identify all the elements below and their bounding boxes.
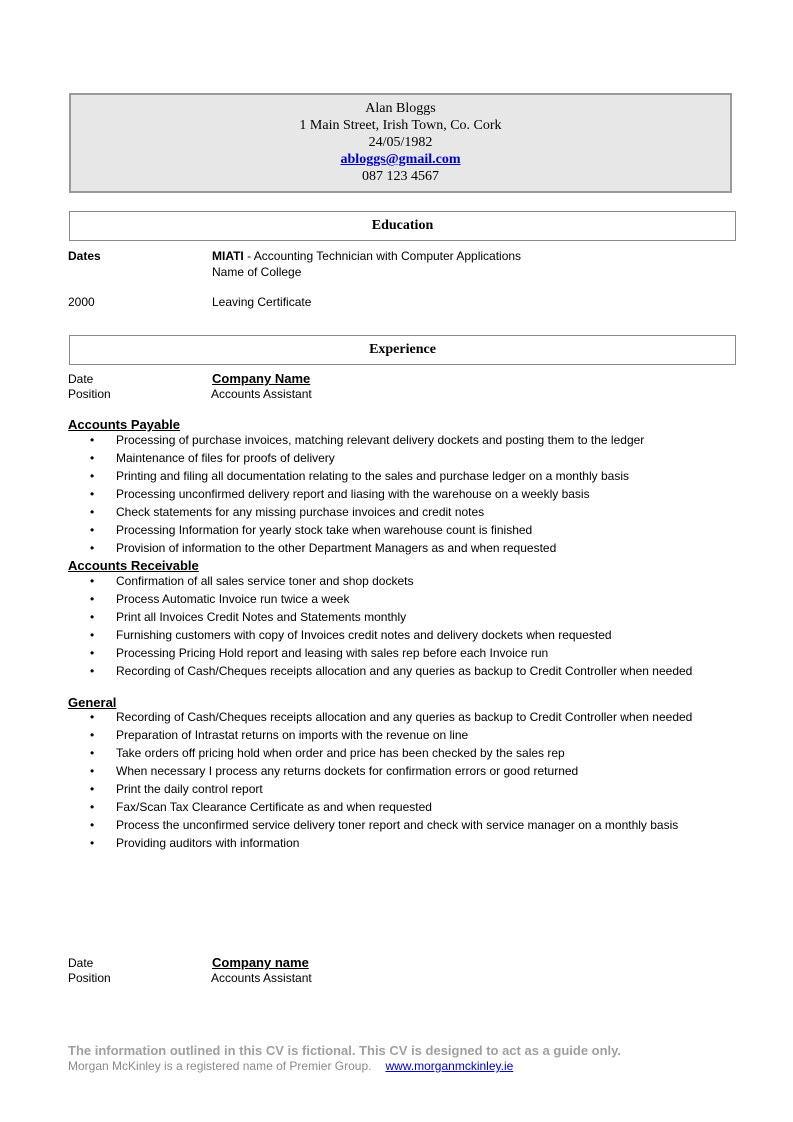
bullet-icon: •	[90, 764, 95, 778]
bullet-icon: •	[90, 487, 95, 501]
job1-company: Company Name	[212, 371, 311, 386]
list-item: • Providing auditors with information	[90, 836, 300, 850]
bullet-icon: •	[90, 710, 95, 724]
list-item: • Processing of purchase invoices, matching relevant delivery dockets and posting them to the ledger	[90, 433, 645, 447]
job1-date-label: Date	[68, 372, 94, 386]
list-item: • Take orders off pricing hold when order and price has been checked by the sales rep	[90, 746, 565, 760]
footer-registered	[68, 1059, 513, 1073]
candidate-name: Alan Bloggs	[365, 101, 436, 116]
accounts-payable-list	[68, 433, 708, 559]
bullet-icon: •	[90, 628, 95, 642]
education-date-2: 2000	[68, 295, 95, 309]
section-heading-accounts-payable: Accounts Payable	[68, 417, 180, 432]
job1-position: Accounts Assistant	[211, 387, 312, 401]
bullet-icon: •	[90, 818, 95, 832]
education-date-1: Dates	[68, 249, 101, 263]
list-item: • Printing and filing all documentation relating to the sales and purchase ledger on a monthly basis	[90, 469, 629, 483]
education-qualification-1	[212, 249, 521, 263]
bullet-icon: •	[90, 469, 95, 483]
list-item: • Fax/Scan Tax Clearance Certificate as and when requested	[90, 800, 432, 814]
list-item: • Processing Information for yearly stock take when warehouse count is finished	[90, 523, 533, 537]
email-link[interactable]: abloggs@gmail.com	[340, 152, 461, 167]
list-item: • Print all Invoices Credit Notes and Statements monthly	[90, 610, 407, 624]
list-item: • Furnishing customers with copy of Invoices credit notes and delivery dockets when requested	[90, 628, 612, 642]
bullet-icon: •	[90, 523, 95, 537]
accounts-receivable-list	[68, 574, 708, 679]
bullet-icon: •	[90, 574, 95, 588]
section-heading-general: General	[68, 695, 117, 710]
section-heading-accounts-receivable: Accounts Receivable	[68, 558, 199, 573]
qualification-name: - Accounting Technician with Computer Applications	[243, 249, 522, 263]
list-item: • Confirmation of all sales service toner and shop dockets	[90, 574, 414, 588]
contact-header	[69, 93, 732, 193]
education-college: Name of College	[212, 265, 302, 279]
list-item: • Preparation of Intrastat returns on imports with the revenue on line	[90, 728, 469, 742]
bullet-icon: •	[90, 541, 95, 555]
address: 1 Main Street, Irish Town, Co. Cork	[299, 118, 502, 133]
bullet-icon: •	[90, 646, 95, 660]
job2-date-label: Date	[68, 956, 94, 970]
bullet-icon: •	[90, 836, 95, 850]
bullet-icon: •	[90, 664, 95, 678]
list-item: • When necessary I process any returns dockets for confirmation errors or good returned	[90, 764, 579, 778]
bullet-icon: •	[90, 451, 95, 465]
list-item: • Print the daily control report	[90, 782, 263, 796]
qualification-abbrev: MIATI	[212, 249, 244, 263]
registered-text: Morgan McKinley is a registered name of Premier Group.	[68, 1059, 372, 1073]
experience-heading: Experience	[69, 335, 736, 365]
date-of-birth: 24/05/1982	[368, 135, 433, 150]
list-item: • Processing Pricing Hold report and leasing with sales rep before each Invoice run	[90, 646, 549, 660]
footer-disclaimer: The information outlined in this CV is fictional. This CV is designed to act as a guide only.	[68, 1043, 622, 1058]
list-item: • Process the unconfirmed service delivery toner report and check with service manager on a monthly basis	[90, 818, 679, 832]
job1-position-label: Position	[68, 387, 111, 401]
bullet-icon: •	[90, 505, 95, 519]
bullet-icon: •	[90, 433, 95, 447]
bullet-icon: •	[90, 610, 95, 624]
bullet-icon: •	[90, 592, 95, 606]
list-item: • Maintenance of files for proofs of delivery	[90, 451, 335, 465]
bullet-icon: •	[90, 782, 95, 796]
list-item: • Process Automatic Invoice run twice a week	[90, 592, 350, 606]
job2-position: Accounts Assistant	[211, 971, 312, 985]
bullet-icon: •	[90, 728, 95, 742]
job2-position-label: Position	[68, 971, 111, 985]
job2-company: Company name	[212, 955, 309, 970]
website-link[interactable]: www.morganmckinley.ie	[385, 1059, 514, 1073]
bullet-icon: •	[90, 746, 95, 760]
list-item: • Check statements for any missing purchase invoices and credit notes	[90, 505, 485, 519]
list-item: • Provision of information to the other Department Managers as and when requested	[90, 541, 557, 555]
education-heading: Education	[69, 211, 736, 241]
bullet-icon: •	[90, 800, 95, 814]
education-qualification-2: Leaving Certificate	[212, 295, 312, 309]
list-item: • Recording of Cash/Cheques receipts allocation and any queries as backup to Credit Controller when needed	[90, 664, 693, 678]
phone: 087 123 4567	[362, 169, 439, 184]
list-item: • Processing unconfirmed delivery report and liasing with the warehouse on a weekly basis	[90, 487, 590, 501]
list-item: • Recording of Cash/Cheques receipts allocation and any queries as backup to Credit Controller when needed	[90, 710, 693, 724]
general-list	[68, 710, 708, 854]
